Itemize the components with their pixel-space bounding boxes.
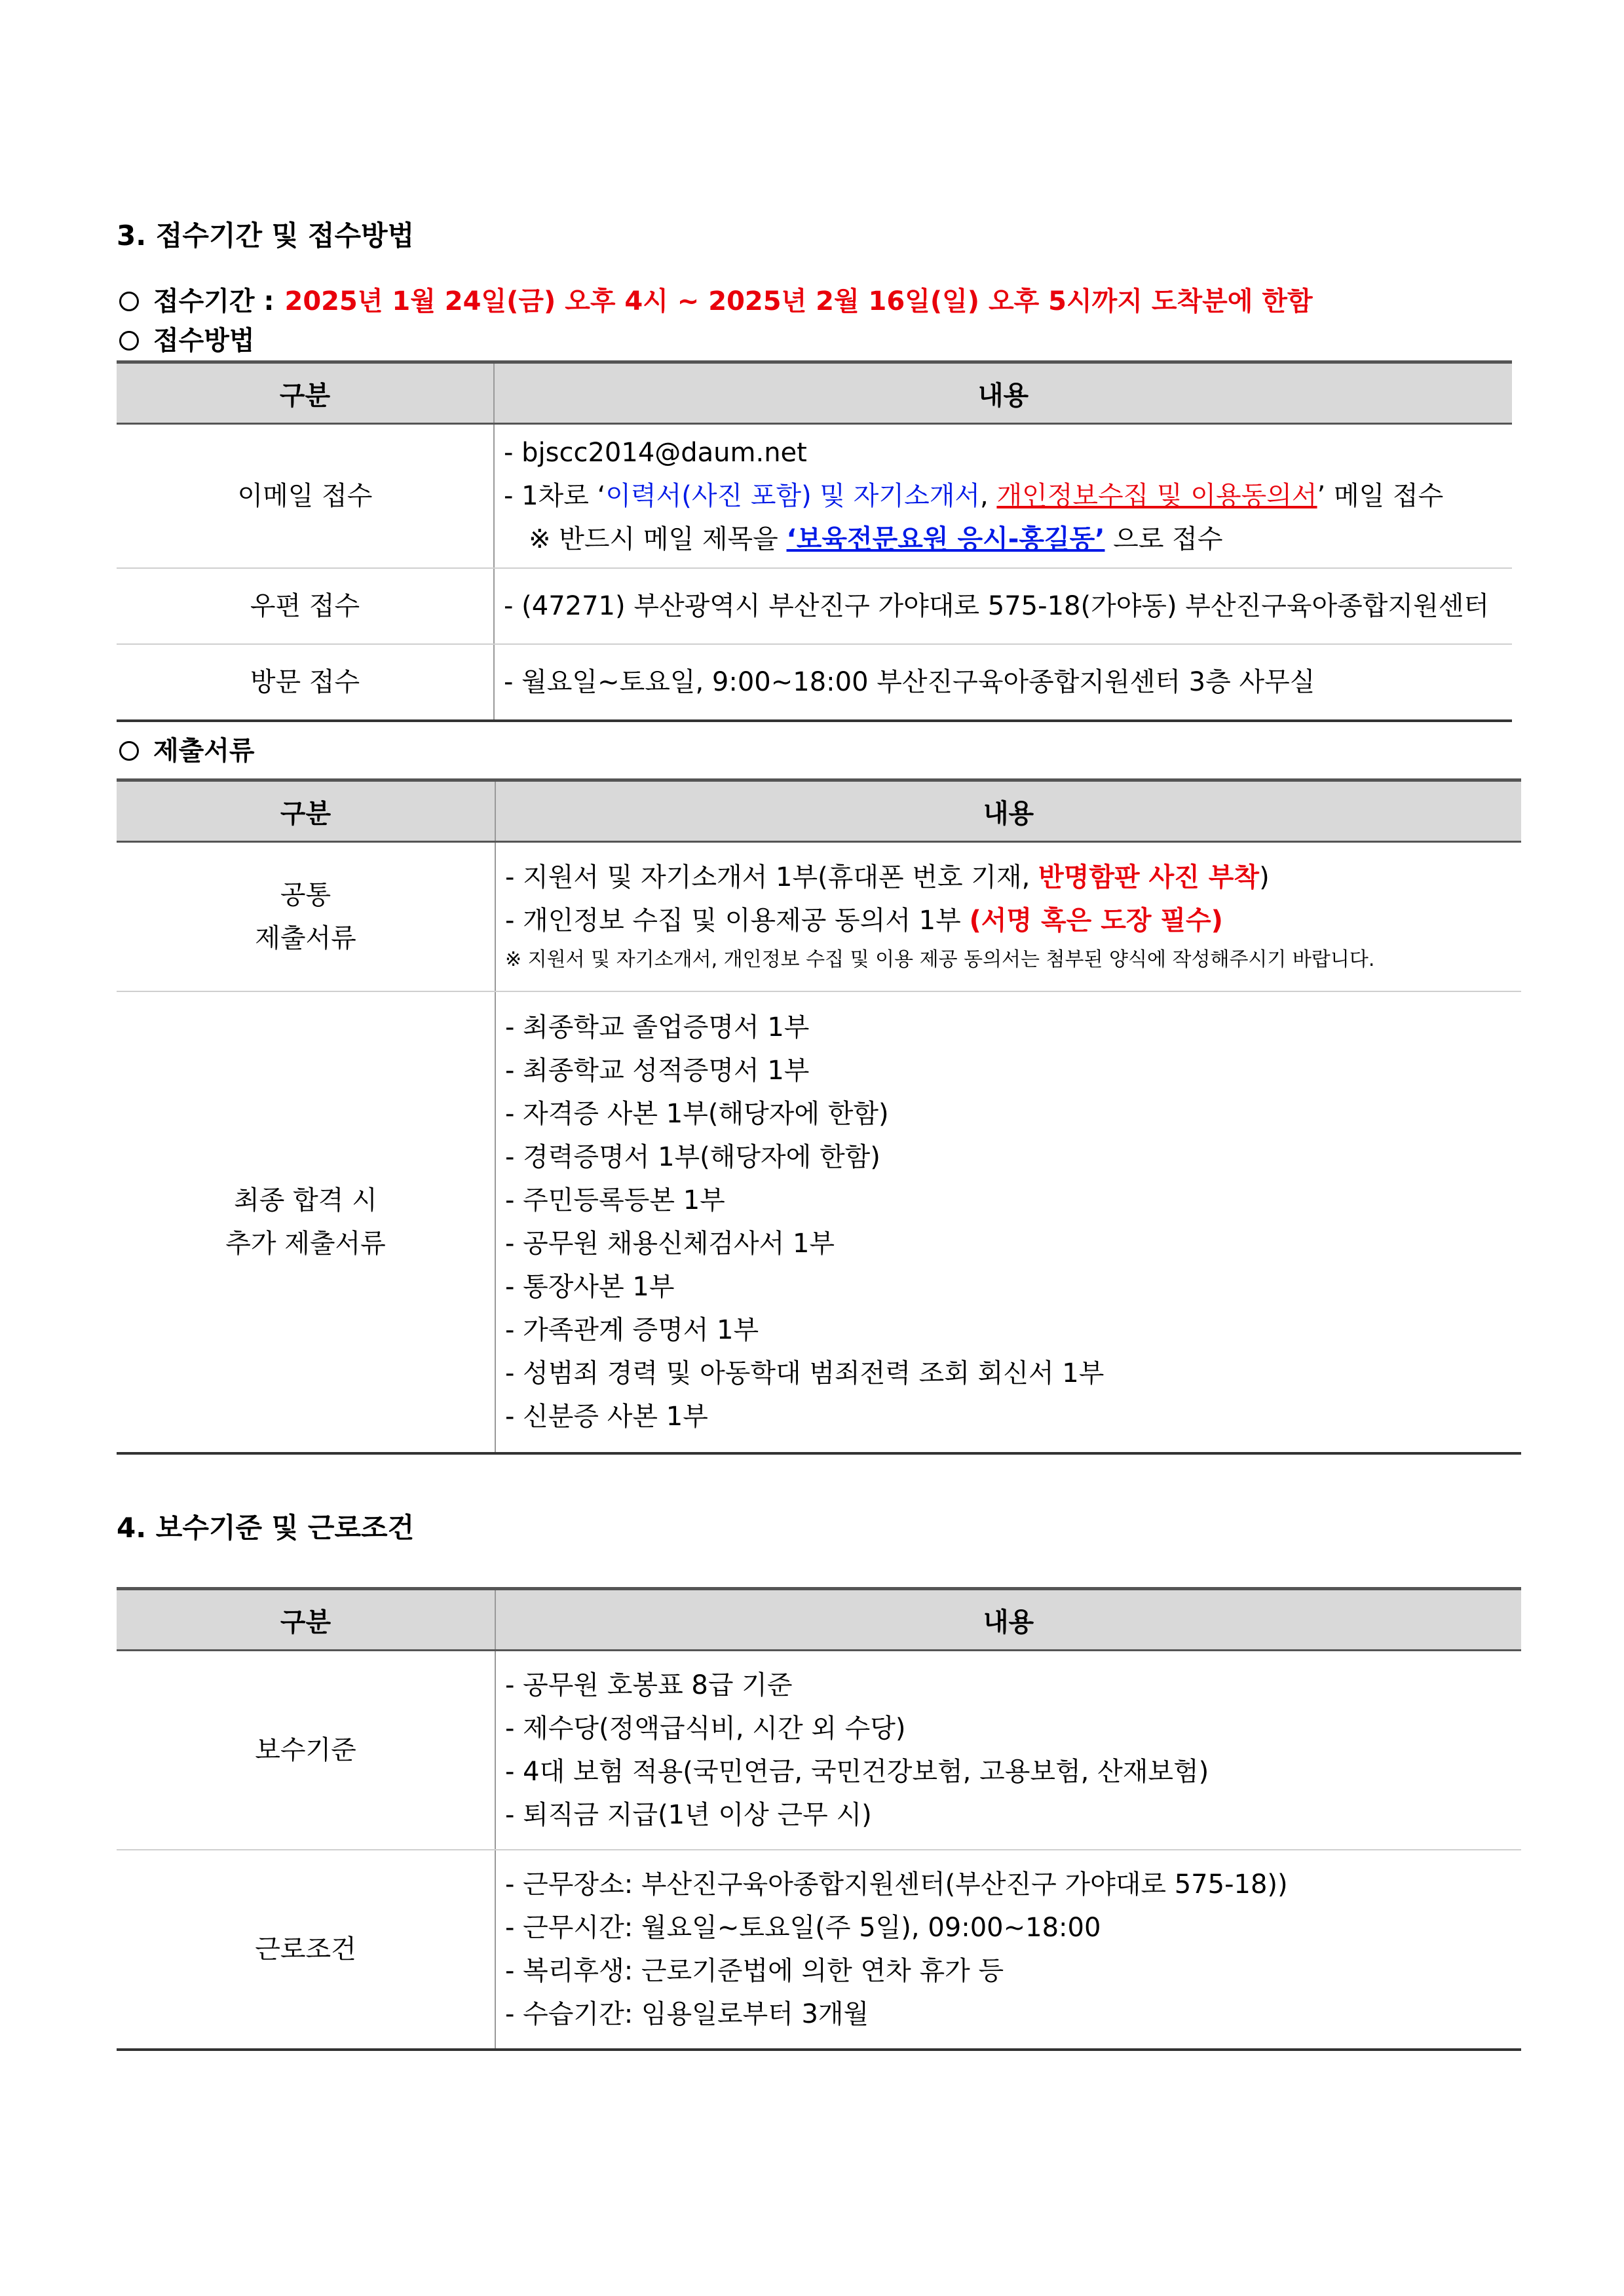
section4-title: 4. 보수기준 및 근로조건 xyxy=(117,1512,415,1544)
final-label-line1: 최종 합격 시 xyxy=(234,1185,377,1215)
email-line2-post: ’ 메일 접수 xyxy=(1317,481,1444,511)
table-row-email xyxy=(117,424,1512,569)
period-value: 2025년 1월 24일(금) 오후 4시 ~ 2025년 2월 16일(일) 오후 5시까지 도착분에 한함 xyxy=(284,286,1313,316)
final-label xyxy=(117,991,495,1453)
list-item: - 공무원 호봉표 8급 기준 xyxy=(505,1670,793,1700)
list-item: - 경력증명서 1부(해당자에 한함) xyxy=(505,1142,880,1172)
header-category: 구분 xyxy=(117,1589,495,1651)
header-category: 구분 xyxy=(117,362,494,424)
pay-table xyxy=(117,1587,1521,2051)
header-content: 내용 xyxy=(495,1589,1521,1651)
list-item: - 최종학교 졸업증명서 1부 xyxy=(505,1012,810,1043)
email-instructions xyxy=(504,474,1512,518)
table-row-final xyxy=(117,991,1521,1453)
final-label-line2: 추가 제출서류 xyxy=(225,1229,386,1259)
period-label: 접수기간 : xyxy=(153,286,274,316)
common-line2-pre: - 개인정보 수집 및 이용제공 동의서 1부 xyxy=(505,906,970,936)
visit-content xyxy=(494,644,1512,721)
post-content xyxy=(494,568,1512,644)
common-item-1 xyxy=(505,856,1521,899)
docs-line xyxy=(117,731,1521,771)
email-line2-pre: - 1차로 ‘ xyxy=(504,481,606,511)
header-content: 내용 xyxy=(494,362,1512,424)
method-label: 접수방법 xyxy=(153,326,255,356)
list-item: - 복리후생: 근로기준법에 의한 연차 휴가 등 xyxy=(505,1956,1004,1986)
document-page xyxy=(117,216,1521,2051)
email-line2-comma: , xyxy=(980,481,997,511)
method-table xyxy=(117,360,1512,722)
common-label xyxy=(117,842,495,992)
list-item: - 4대 보험 적용(국민연금, 국민건강보험, 고용보험, 산재보험) xyxy=(505,1757,1209,1787)
table-header-row xyxy=(117,362,1512,424)
docs-table xyxy=(117,778,1521,1455)
list-item: - 근무장소: 부산진구육아종합지원센터(부산진구 가야대로 575-18)) xyxy=(505,1869,1288,1900)
common-item-2 xyxy=(505,899,1521,942)
table-row-common xyxy=(117,842,1521,992)
common-line1-red: 반명함판 사진 부착 xyxy=(1038,862,1260,892)
period-line xyxy=(117,282,1521,321)
visit-label: 방문 접수 xyxy=(117,644,494,721)
email-line3-bold: ‘보육전문요원 응시-홍길동’ xyxy=(786,524,1105,554)
work-content xyxy=(495,1850,1521,2050)
table-row-post xyxy=(117,568,1512,644)
email-line2-red: 개인정보수집 및 이용동의서 xyxy=(996,481,1317,511)
circle-bullet-icon xyxy=(119,292,139,311)
list-item: - 수습기간: 임용일로부터 3개월 xyxy=(505,1999,869,2029)
pay-label: 보수기준 xyxy=(117,1651,495,1850)
method-line xyxy=(117,321,1521,360)
post-text: - (47271) 부산광역시 부산진구 가야대로 575-18(가야동) 부산진구육아종합지원센터 xyxy=(504,591,1489,621)
table-row-pay xyxy=(117,1651,1521,1850)
list-item: - 퇴직금 지급(1년 이상 근무 시) xyxy=(505,1800,872,1830)
post-label: 우편 접수 xyxy=(117,568,494,644)
docs-label: 제출서류 xyxy=(153,736,255,766)
circle-bullet-icon xyxy=(119,331,139,351)
table-row-work xyxy=(117,1850,1521,2050)
circle-bullet-icon xyxy=(119,741,139,761)
list-item: - 근무시간: 월요일~토요일(주 5일), 09:00~18:00 xyxy=(505,1913,1101,1943)
list-item: - 자격증 사본 1부(해당자에 한함) xyxy=(505,1099,889,1129)
table-header-row xyxy=(117,1589,1521,1651)
list-item: - 성범죄 경력 및 아동학대 범죄전력 조회 회신서 1부 xyxy=(505,1358,1105,1388)
email-line2-blue: 이력서(사진 포함) 및 자기소개서 xyxy=(605,481,980,511)
email-label: 이메일 접수 xyxy=(117,424,494,569)
common-line1-post: ) xyxy=(1259,862,1270,892)
list-item: - 가족관계 증명서 1부 xyxy=(505,1315,759,1345)
email-line3-pre: ※ 반드시 메일 제목을 xyxy=(529,524,787,554)
common-label-line2: 제출서류 xyxy=(255,923,356,953)
common-label-line1: 공통 xyxy=(280,880,331,910)
final-content xyxy=(495,991,1521,1453)
common-note: ※ 지원서 및 자기소개서, 개인정보 수집 및 이용 제공 동의서는 첨부된 양식에 작성해주시기 바랍니다. xyxy=(505,948,1375,971)
email-subject-note xyxy=(504,518,1512,561)
list-item: - 최종학교 성적증명서 1부 xyxy=(505,1056,810,1086)
list-item: - 제수당(정액급식비, 시간 외 수당) xyxy=(505,1713,906,1744)
table-row-visit xyxy=(117,644,1512,721)
list-item: - 주민등록등본 1부 xyxy=(505,1185,725,1215)
table-header-row xyxy=(117,780,1521,842)
list-item: - 통장사본 1부 xyxy=(505,1272,675,1302)
work-label: 근로조건 xyxy=(117,1850,495,2050)
list-item: - 공무원 채용신체검사서 1부 xyxy=(505,1229,835,1259)
list-item: - 신분증 사본 1부 xyxy=(505,1402,708,1432)
email-address: - bjscc2014@daum.net xyxy=(504,438,807,468)
email-content xyxy=(494,424,1512,569)
visit-text: - 월요일~토요일, 9:00~18:00 부산진구육아종합지원센터 3층 사무실 xyxy=(504,667,1315,697)
email-line3-post: 으로 접수 xyxy=(1105,524,1223,554)
pay-content xyxy=(495,1651,1521,1850)
header-category: 구분 xyxy=(117,780,495,842)
common-content xyxy=(495,842,1521,992)
header-content: 내용 xyxy=(495,780,1521,842)
section3-title: 3. 접수기간 및 접수방법 xyxy=(117,220,415,252)
common-line2-red: (서명 혹은 도장 필수) xyxy=(969,906,1223,936)
common-line1-pre: - 지원서 및 자기소개서 1부(휴대폰 번호 기재, xyxy=(505,862,1039,892)
